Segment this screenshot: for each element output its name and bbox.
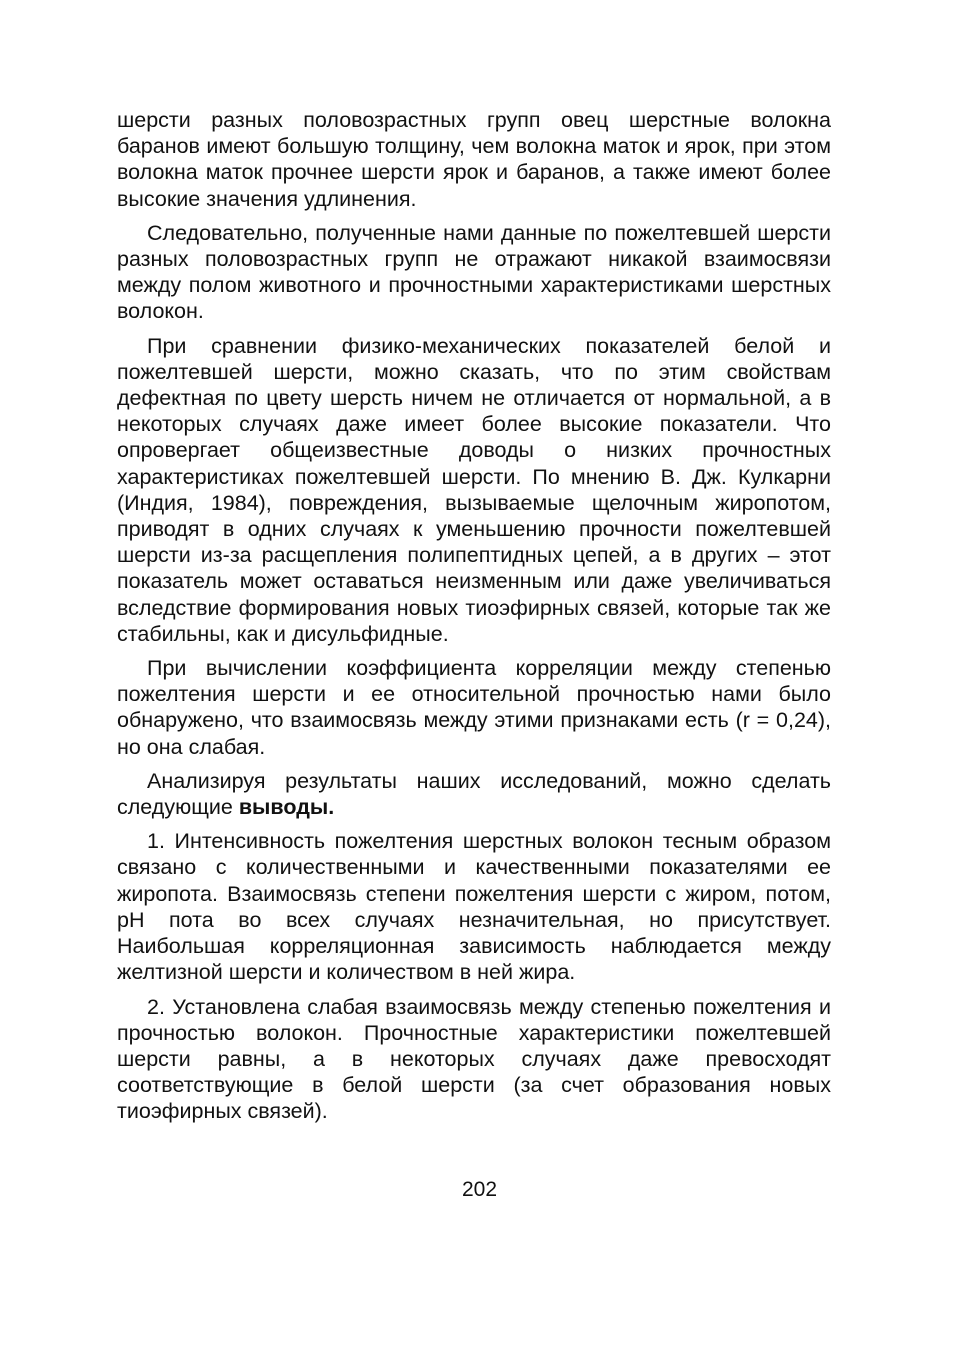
paragraph-consequently: Следовательно, полученные нами данные по пожелтевшей шерсти разных половозрастных групп не отражают никакой взаимосвязи между полом животного и прочностными характеристиками шерстных волокон. <box>117 220 831 324</box>
paragraph-correlation: При вычислении коэффициента корреляции между степенью пожелтения шерсти и ее относительной прочностью нами было обнаружено, что взаимосвязь между этими признаками есть (r = 0,24), но она слабая. <box>117 656 831 759</box>
paragraph-conclusions-intro <box>117 768 831 820</box>
paragraph-comparison: При сравнении физико-механических показателей белой и пожелтевшей шерсти, можно сказать, что по этим свойствам дефектная по цвету шерсть ничем не отличается от нормальной, а в некоторых случаях даже имеет более высокие показатели. Что опровергает общеизвестные доводы о низких прочностных характеристиках пожелтевшей шерсти. По мнению В. Дж. Кулкарни (Индия, 1984), повреждения, вызываемые щелочным жиропотом, приводят в одних случаях к уменьшению прочности пожелтевшей шерсти из-за расщепления полипептидных цепей, а в других – этот показатель может оставаться неизменным или даже увеличиваться вследствие формирования новых тиоэфирных связей, которые так же стабильны, как и дисульфидные. <box>117 333 831 646</box>
conclusions-heading: выводы. <box>238 795 335 820</box>
page-number: 202 <box>461 1178 498 1201</box>
conclusion-item-2: 2. Установлена слабая взаимосвязь между степенью пожелтения и прочностью волокон. Прочностные характеристики пожелтевшей шерсти равны, а в некоторых случаях даже превосходят соответствующие в белой шерсти (за счет образования новых тиоэфирных связей). <box>117 994 831 1124</box>
paragraph-wool-groups: шерсти разных половозрастных групп овец шерстные волокна баранов имеют большую толщину, чем волокна маток и ярок, при этом волокна маток прочнее шерсти ярок и баранов, а также имеют более высокие значения удлинения. <box>117 108 831 211</box>
conclusions-intro-text: Анализируя результаты наших исследований, можно сделать следующие <box>117 768 831 820</box>
conclusion-item-1: 1. Интенсивность пожелтения шерстных волокон тесным образом связано с количественными и качественными показателями ее жиропота. Взаимосвязь степени пожелтения шерсти с жиром, потом, pH пота во всех случаях незначительная, но присутствует. Наибольшая корреляционная зависимость наблюдается между желтизной шерсти и количеством в ней жира. <box>117 829 831 985</box>
body-text <box>117 107 831 1125</box>
